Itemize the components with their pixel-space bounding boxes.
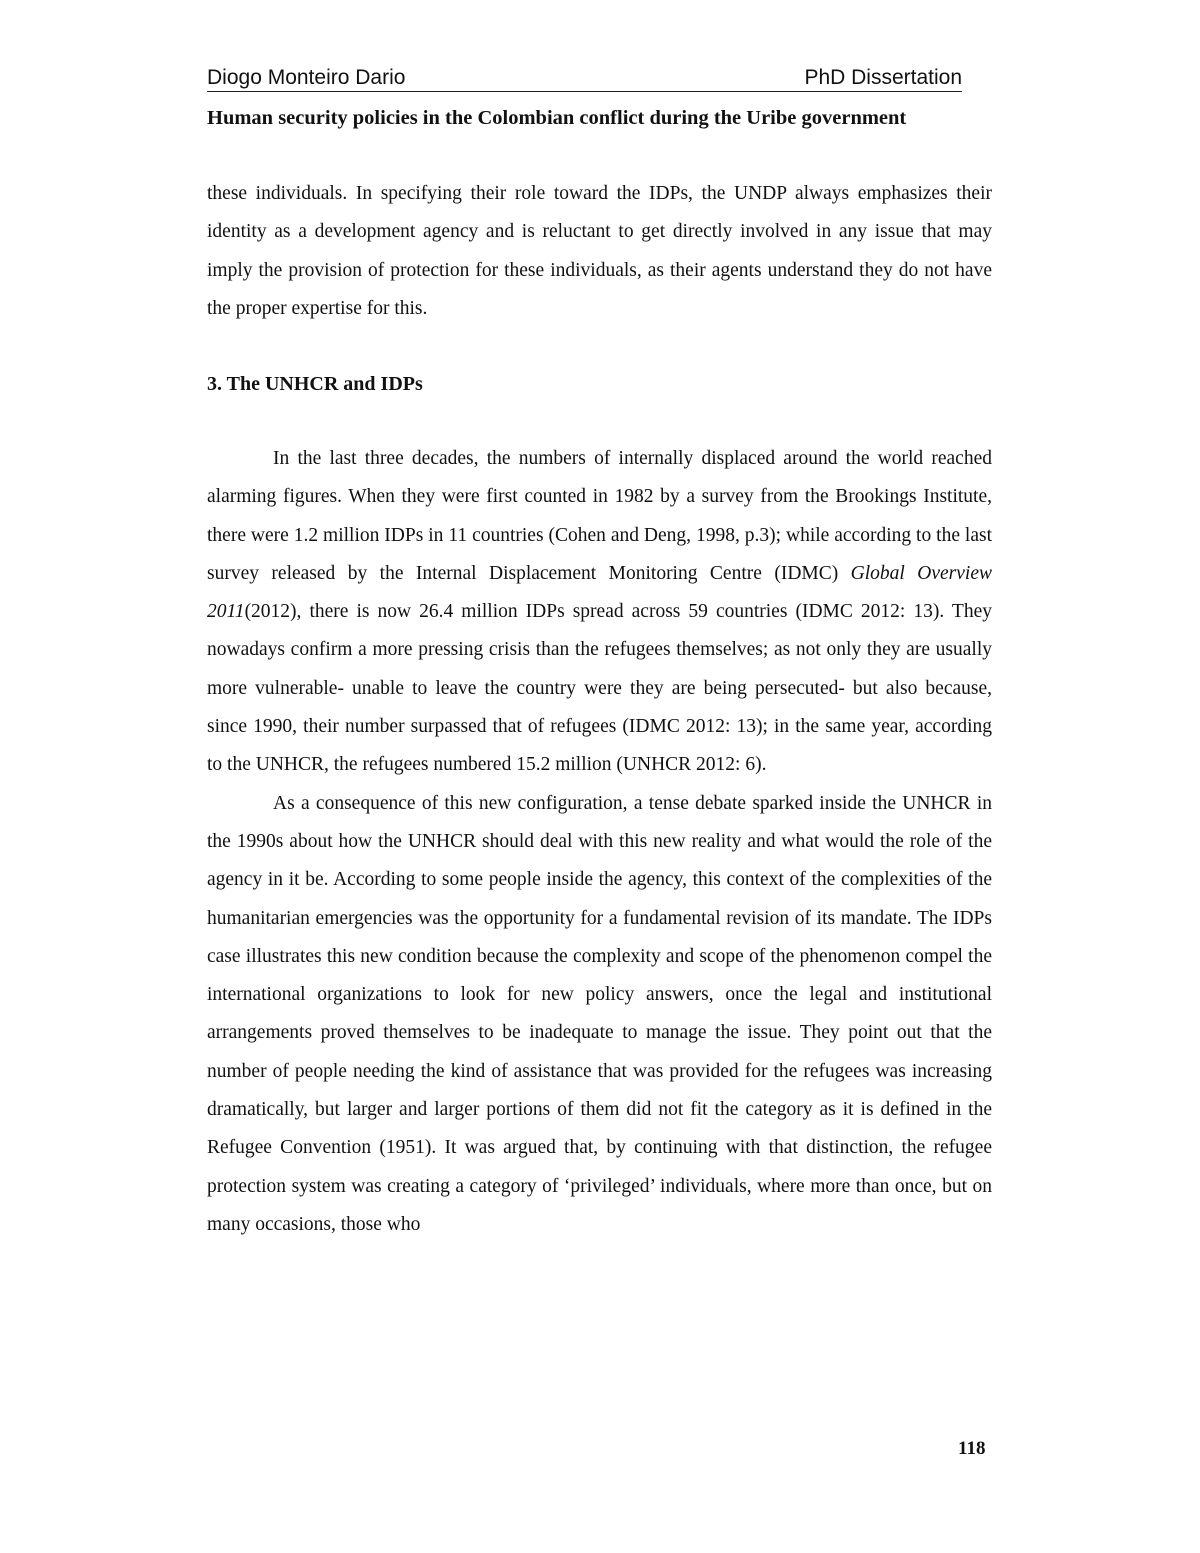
main-text-block	[207, 440, 992, 1244]
intro-text-block	[207, 175, 992, 328]
document-title: Human security policies in the Colombian conflict during the Uribe government	[207, 107, 907, 129]
paragraph-2: As a consequence of this new configuration, a tense debate sparked inside the UNHCR in the 1990s about how the UNHCR should deal with this new reality and what would the role of the agency in it be. According to some people inside the agency, this context of the complexities of the humanitarian emergencies was the opportunity for a fundamental revision of its mandate. The IDPs case illustrates this new condition because the complexity and scope of the phenomenon compel the international organizations to look for new policy answers, once the legal and institutional arrangements proved themselves to be inadequate to manage the issue. They point out that the number of people needing the kind of assistance that was provided for the refugees was increasing dramatically, but larger and larger portions of them did not fit the category as it is defined in the Refugee Convention (1951). It was argued that, by continuing with that distinction, the refugee protection system was creating a category of ‘privileged’ individuals, where more than once, but on many occasions, those who	[207, 792, 992, 1235]
intro-paragraph: these individuals. In specifying their role toward the IDPs, the UNDP always emphasizes their identity as a development agency and is reluctant to get directly involved in any issue that may imply the provision of protection for these individuals, as their agents understand they do not have the proper expertise for this.	[207, 183, 992, 319]
header-author: Diogo Monteiro Dario	[207, 66, 406, 89]
page-number: 118	[958, 1438, 986, 1459]
running-header	[207, 66, 962, 92]
paragraph-1	[207, 440, 992, 785]
section-heading: 3. The UNHCR and IDPs	[207, 373, 423, 395]
header-doc-type: PhD Dissertation	[804, 66, 962, 89]
paragraph-1-text-a: In the last three decades, the numbers of internally displaced around the world reached alarming figures. When they were first counted in 1982 by a survey from the Brookings Institute, there were 1.2 million IDPs in 11 countries (Cohen and Deng, 1998, p.3); while according to the last survey released by the Internal Displacement Monitoring Centre (IDMC)	[207, 448, 992, 584]
paragraph-1-text-b: (2012), there is now 26.4 million IDPs spread across 59 countries (IDMC 2012: 13). They nowadays confirm a more pressing crisis than the refugees themselves; as not only they are usually more vulnerable- unable to leave the country were they are being persecuted- but also because, since 1990, their number surpassed that of refugees (IDMC 2012: 13); in the same year, according to the UNHCR, the refugees numbered 15.2 million (UNHCR 2012: 6).	[207, 601, 992, 776]
paragraph-1-italic-title: Global Overview 2011	[207, 562, 992, 623]
